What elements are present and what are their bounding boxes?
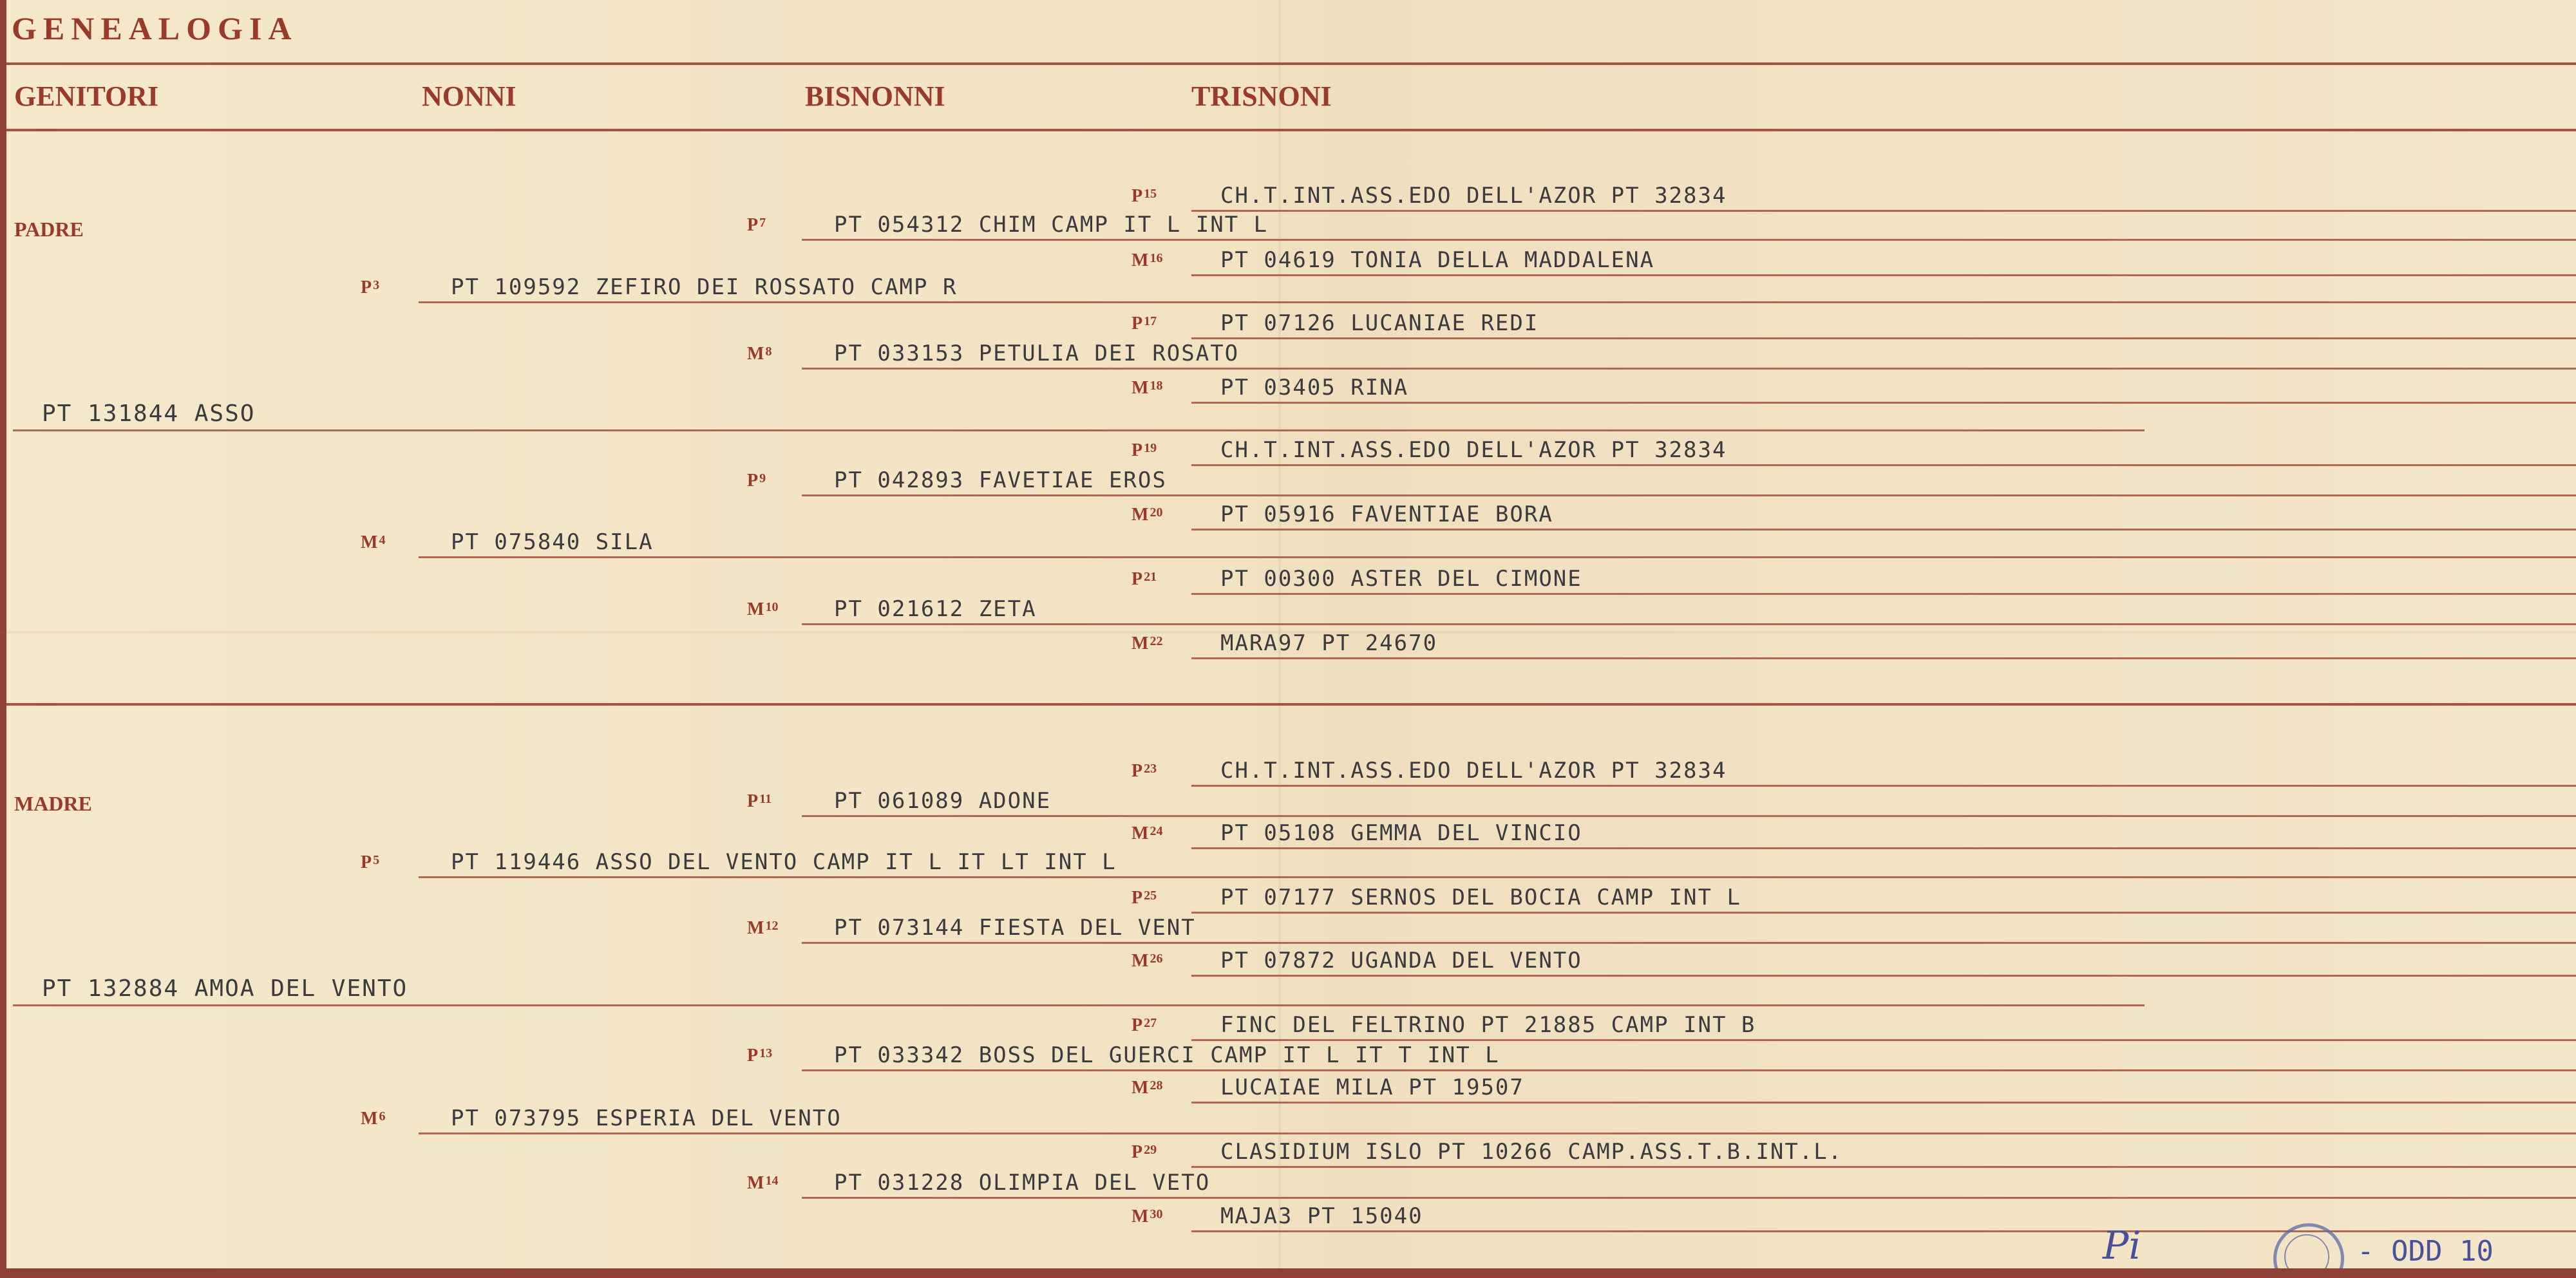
great-grandparent-label: P $^9$ bbox=[747, 471, 766, 491]
great-great-grandparent-line bbox=[1191, 402, 2576, 404]
great-grandparent-entry: PT 021612 ZETA bbox=[834, 596, 1037, 622]
great-great-grandparent-line bbox=[1191, 529, 2576, 531]
great-great-grandparent-label: P $^{19}$ bbox=[1132, 440, 1157, 460]
great-great-grandparent-entry: PT 07177 SERNOS DEL BOCIA CAMP INT L bbox=[1220, 885, 1741, 910]
great-grandparent-entry: PT 042893 FAVETIAE EROS bbox=[834, 467, 1167, 493]
great-great-grandparent-label: M $^{26}$ bbox=[1132, 951, 1163, 971]
great-grandparent-label: M $^{14}$ bbox=[747, 1173, 779, 1193]
great-great-grandparent-line bbox=[1191, 1102, 2576, 1104]
grandparent-entry: PT 109592 ZEFIRO DEI ROSSATO CAMP R bbox=[451, 274, 958, 300]
great-great-grandparent-label: M $^{20}$ bbox=[1132, 505, 1163, 525]
great-grandparent-entry: PT 061089 ADONE bbox=[834, 788, 1052, 814]
great-grandparent-line bbox=[802, 1069, 2576, 1071]
side-padre: PADRE bbox=[14, 218, 84, 241]
great-grandparent-entry: PT 054312 CHIM CAMP IT L INT L bbox=[834, 212, 1269, 238]
great-great-grandparent-line bbox=[1191, 1166, 2576, 1168]
great-great-grandparent-line bbox=[1191, 337, 2576, 339]
great-grandparent-line bbox=[802, 494, 2576, 496]
great-great-grandparent-line bbox=[1191, 657, 2576, 659]
great-great-grandparent-label: M $^{18}$ bbox=[1132, 378, 1163, 398]
bottom-border bbox=[0, 1268, 2576, 1278]
parent-dam-line bbox=[13, 1004, 2145, 1006]
grandparent-line bbox=[419, 876, 2576, 878]
great-great-grandparent-label: P $^{23}$ bbox=[1132, 761, 1157, 781]
great-grandparent-line bbox=[802, 815, 2576, 817]
great-great-grandparent-label: M $^{22}$ bbox=[1132, 634, 1163, 653]
grandparent-entry: PT 119446 ASSO DEL VENTO CAMP IT L IT LT INT L bbox=[451, 849, 1117, 875]
parent-dam: PT 132884 AMOA DEL VENTO bbox=[42, 975, 408, 1002]
grandparent-label: M $^6$ bbox=[361, 1109, 386, 1129]
great-great-grandparent-entry: PT 04619 TONIA DELLA MADDALENA bbox=[1220, 247, 1655, 273]
great-great-grandparent-label: P $^{25}$ bbox=[1132, 888, 1157, 908]
great-great-grandparent-entry: PT 00300 ASTER DEL CIMONE bbox=[1220, 566, 1582, 592]
side-madre: MADRE bbox=[14, 792, 92, 815]
great-grandparent-label: P $^{11}$ bbox=[747, 791, 772, 811]
great-great-grandparent-entry: PT 05108 GEMMA DEL VINCIO bbox=[1220, 820, 1582, 846]
grandparent-line bbox=[419, 1132, 2576, 1134]
great-great-grandparent-line bbox=[1191, 1039, 2576, 1041]
great-great-grandparent-label: P $^{21}$ bbox=[1132, 569, 1157, 589]
great-grandparent-line bbox=[802, 942, 2576, 944]
column-nonni: NONNI bbox=[422, 80, 516, 112]
header-bottom-rule bbox=[6, 129, 2576, 131]
great-grandparent-line bbox=[802, 239, 2576, 241]
grandparent-label: P $^3$ bbox=[361, 277, 380, 297]
handwritten-signature: Pi bbox=[2103, 1223, 2141, 1268]
grandparent-entry: PT 075840 SILA bbox=[451, 529, 654, 555]
great-grandparent-label: P $^{13}$ bbox=[747, 1046, 773, 1066]
great-great-grandparent-entry: FINC DEL FELTRINO PT 21885 CAMP INT B bbox=[1220, 1012, 1756, 1038]
great-grandparent-line bbox=[802, 1197, 2576, 1199]
great-great-grandparent-entry: CH.T.INT.ASS.EDO DELL'AZOR PT 32834 bbox=[1220, 758, 1727, 784]
parent-sire: PT 131844 ASSO bbox=[42, 400, 256, 427]
great-grandparent-label: M $^{10}$ bbox=[747, 599, 779, 619]
great-great-grandparent-line bbox=[1191, 785, 2576, 787]
left-border bbox=[0, 0, 6, 1278]
great-grandparent-entry: PT 031228 OLIMPIA DEL VETO bbox=[834, 1170, 1211, 1196]
great-great-grandparent-label: M $^{30}$ bbox=[1132, 1207, 1163, 1226]
great-great-grandparent-entry: MAJA3 PT 15040 bbox=[1220, 1203, 1423, 1229]
great-grandparent-line bbox=[802, 368, 2576, 370]
great-great-grandparent-label: P $^{15}$ bbox=[1132, 186, 1157, 206]
great-great-grandparent-line bbox=[1191, 464, 2576, 466]
great-great-grandparent-label: P $^{17}$ bbox=[1132, 314, 1157, 334]
great-grandparent-line bbox=[802, 623, 2576, 625]
document-title: GENEALOGIA bbox=[12, 10, 298, 46]
great-great-grandparent-line bbox=[1191, 593, 2576, 595]
great-great-grandparent-entry: PT 07872 UGANDA DEL VENTO bbox=[1220, 948, 1582, 973]
great-grandparent-entry: PT 033342 BOSS DEL GUERCI CAMP IT L IT T INT L bbox=[834, 1042, 1500, 1068]
grandparent-label: P $^5$ bbox=[361, 852, 380, 872]
registration-number: - ODD 10 bbox=[2357, 1235, 2494, 1268]
great-great-grandparent-line bbox=[1191, 210, 2576, 212]
grandparent-label: M $^4$ bbox=[361, 532, 386, 552]
great-grandparent-label: P $^7$ bbox=[747, 215, 766, 235]
great-great-grandparent-entry: CH.T.INT.ASS.EDO DELL'AZOR PT 32834 bbox=[1220, 183, 1727, 209]
header-top-rule bbox=[6, 62, 2576, 65]
great-great-grandparent-label: M $^{28}$ bbox=[1132, 1078, 1163, 1098]
great-great-grandparent-entry: PT 05916 FAVENTIAE BORA bbox=[1220, 502, 1553, 527]
great-great-grandparent-entry: PT 07126 LUCANIAE REDI bbox=[1220, 310, 1539, 336]
great-grandparent-label: M $^8$ bbox=[747, 344, 772, 364]
great-great-grandparent-line bbox=[1191, 847, 2576, 849]
great-great-grandparent-line bbox=[1191, 274, 2576, 276]
great-great-grandparent-entry: MARA97 PT 24670 bbox=[1220, 630, 1438, 656]
column-bisnonni: BISNONNI bbox=[805, 80, 945, 112]
grandparent-line bbox=[419, 301, 2576, 303]
great-great-grandparent-label: P $^{29}$ bbox=[1132, 1142, 1157, 1162]
great-grandparent-entry: PT 033153 PETULIA DEI ROSATO bbox=[834, 341, 1240, 366]
section-divider bbox=[6, 703, 2576, 706]
great-great-grandparent-entry: CH.T.INT.ASS.EDO DELL'AZOR PT 32834 bbox=[1220, 437, 1727, 463]
great-great-grandparent-label: M $^{24}$ bbox=[1132, 823, 1163, 843]
great-great-grandparent-entry: PT 03405 RINA bbox=[1220, 375, 1409, 400]
parent-sire-line bbox=[13, 429, 2145, 431]
column-genitori: GENITORI bbox=[14, 80, 159, 112]
grandparent-line bbox=[419, 556, 2576, 558]
great-great-grandparent-line bbox=[1191, 912, 2576, 914]
great-great-grandparent-line bbox=[1191, 1230, 2576, 1232]
great-grandparent-entry: PT 073144 FIESTA DEL VENT bbox=[834, 915, 1196, 941]
great-great-grandparent-entry: LUCAIAE MILA PT 19507 bbox=[1220, 1075, 1524, 1100]
great-great-grandparent-entry: CLASIDIUM ISLO PT 10266 CAMP.ASS.T.B.INT.L. bbox=[1220, 1139, 1843, 1165]
great-great-grandparent-line bbox=[1191, 975, 2576, 977]
great-grandparent-label: M $^{12}$ bbox=[747, 918, 779, 938]
great-great-grandparent-label: P $^{27}$ bbox=[1132, 1015, 1157, 1035]
great-great-grandparent-label: M $^{16}$ bbox=[1132, 250, 1163, 270]
grandparent-entry: PT 073795 ESPERIA DEL VENTO bbox=[451, 1105, 842, 1131]
column-trisnoni: TRISNONI bbox=[1191, 80, 1332, 112]
